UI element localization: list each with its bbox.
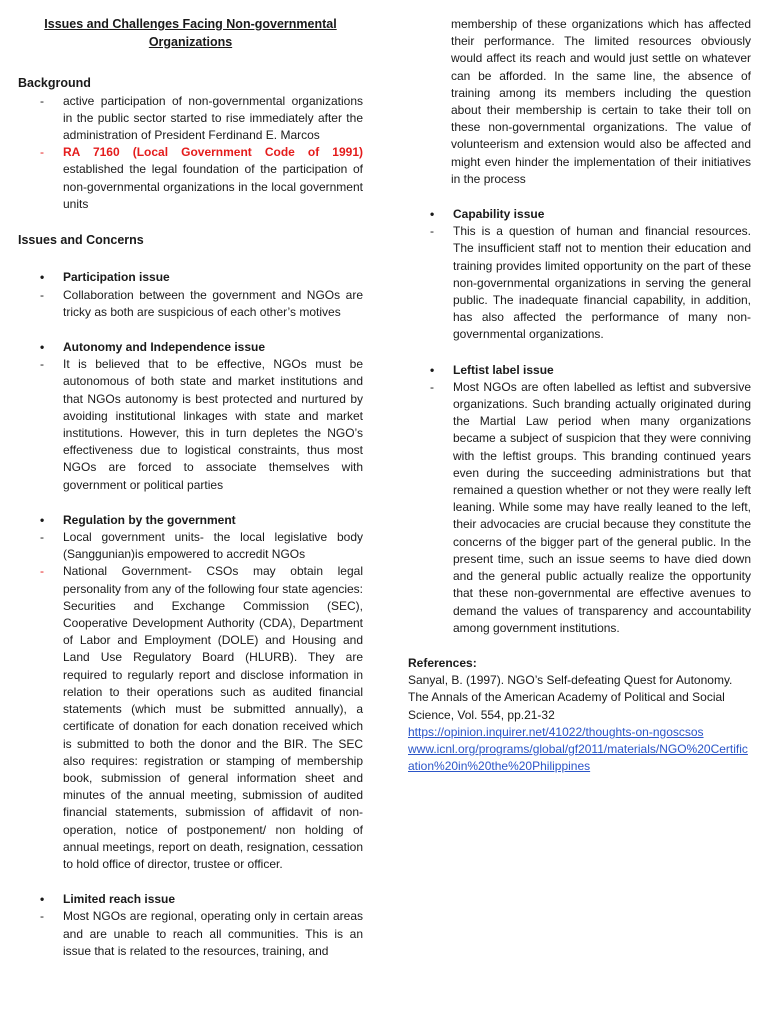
background-item-1	[18, 93, 363, 145]
left-column	[18, 0, 363, 960]
bullet-marker: •	[430, 207, 435, 222]
bullet-marker: •	[430, 362, 435, 377]
bullet-marker: •	[40, 892, 45, 907]
dash-marker: -	[40, 145, 44, 160]
participation-issue-heading: • Participation issue	[18, 269, 363, 286]
dash-marker: -	[40, 564, 44, 579]
background-heading: Background	[18, 76, 91, 90]
background-item-2-text: established the legal foundation of the participation of non-governmental organizations in the local government units	[63, 162, 363, 211]
regulation-item-1-text: Local government units- the local legislative body (Sanggunian)is empowered to accredit NGOs	[63, 530, 363, 562]
dash-marker: -	[40, 287, 44, 302]
autonomy-issue-text: It is believed that to be effective, NGOs must be autonomous of both state and market institutions and that NGOs autonomy is best protected and nurtured by avoiding institutional linkages with state and market institutions. However, this in turn depletes the NGO’s effectiveness due to logistical constraints, thus most NGOs are forced to associate themselves with government or political parties	[63, 357, 363, 492]
limited-reach-text-part-2: membership of these organizations which has affected their performance. The limited resources obviously would affect its reach and would just settle on whatever can be afforded. In the same line, the absence of training among its members including the question about their membership is certain to take their toll on these non-governmental organizations. The value of volunteerism and extension would also be affected and might even hinder the implementation of their initiatives in the process	[451, 17, 751, 186]
limited-reach-continued	[408, 16, 751, 188]
limited-reach-item	[18, 908, 363, 960]
document-title: Issues and Challenges Facing Non-governmental Organizations	[44, 17, 337, 49]
autonomy-issue-heading: • Autonomy and Independence issue	[18, 339, 363, 356]
regulation-item-2	[18, 563, 363, 873]
issues-heading: Issues and Concerns	[18, 232, 144, 247]
references-section	[408, 655, 751, 775]
limited-reach-issue-heading: • Limited reach issue	[18, 891, 363, 908]
capability-issue-text: This is a question of human and financial resources. The insufficient staff not to mention their education and training provides limited opportunity on the part of these non-governmental organizations in serving the general public. The inadequate financial capability, in addition, has also affected the performance of many non-governmental organizations.	[453, 224, 751, 342]
regulation-item-2-text: National Government- CSOs may obtain legal personality from any of the following four state agencies: Securities and Exchange Commission (SEC), Cooperative Development Authority (CDA), Department of Labor and Employment (DOLE) and Housing and Land Use Regulatory Board (HLURB). They are required to regularly report and disclose information in relation to their operations such as audited financial statements (which must be submitted annually), a certificate of donation for each donation received which is submitted to both the donor and the BIR. The SEC also requires: registration or stamping of membership book, submission of general information sheet and minutes of the annual meeting, submission of audited financial statements, submission of affidavit of non-operation, notice of postponement/ non holding of annual meetings, report on death, resignation, cessation to hold office of director, trustee or officer.	[63, 564, 363, 871]
bullet-marker: •	[40, 512, 45, 527]
bullet-marker: •	[40, 270, 45, 285]
dash-marker: -	[430, 224, 434, 239]
bullet-marker: •	[40, 340, 45, 355]
participation-issue-item	[18, 287, 363, 321]
dash-marker: -	[40, 530, 44, 545]
capability-issue-heading: • Capability issue	[408, 206, 751, 223]
leftist-label-issue-item	[408, 379, 751, 637]
leftist-label-issue-text: Most NGOs are often labelled as leftist and subversive organizations. Such branding actually originated during the Martial Law period when many organizations became a subject of suspicion that they were conniving with the leftist groups. This branding continued years even during the succeeding administrations but that remained a question whether or not they were really left leaning. While some may have really leaned to the left, their advocacies are crucial because they constitute the concerns of the bigger part of the general public. In the present time, such an issue seems to have died down and the general public actually realize the opportunity that these non-governmental are effective avenues to demand the values of transparency and accountability among government institutions.	[453, 379, 751, 635]
dash-marker: -	[430, 379, 434, 394]
limited-reach-text-part-1: Most NGOs are regional, operating only in certain areas and are unable to reach all communities. This is an issue that is related to the resources, training, and	[63, 909, 363, 958]
dash-marker: -	[40, 909, 44, 924]
right-column	[408, 0, 751, 775]
capability-issue-item	[408, 223, 751, 343]
background-item-1-text: active participation of non-governmental organizations in the public sector started to rise immediately after the administration of President Ferdinand E. Marcos	[63, 93, 363, 142]
dash-marker: -	[40, 357, 44, 372]
reference-citation: Sanyal, B. (1997). NGO’s Self-defeating Quest for Autonomy. The Annals of the American Academy of Political and Social Science, Vol. 554, pp.21-32	[408, 673, 733, 722]
ra-7160-highlight: RA 7160 (Local Government Code of 1991)	[63, 145, 363, 160]
autonomy-issue-item	[18, 356, 363, 494]
reference-link-icnl[interactable]: www.icnl.org/programs/global/gf2011/materials/NGO%20Certification%20in%20the%20Philippines	[408, 741, 748, 774]
leftist-label-issue-heading: • Leftist label issue	[408, 362, 751, 379]
background-item-2	[18, 144, 363, 213]
references-heading: References:	[408, 655, 477, 670]
regulation-issue-heading: • Regulation by the government	[18, 512, 363, 529]
regulation-item-1	[18, 529, 363, 563]
reference-link-inquirer[interactable]: https://opinion.inquirer.net/41022/thoughts-on-ngoscsos	[408, 724, 704, 739]
participation-issue-text: Collaboration between the government and NGOs are tricky as both are suspicious of each other’s motives	[63, 287, 363, 319]
dash-marker: -	[40, 93, 44, 108]
